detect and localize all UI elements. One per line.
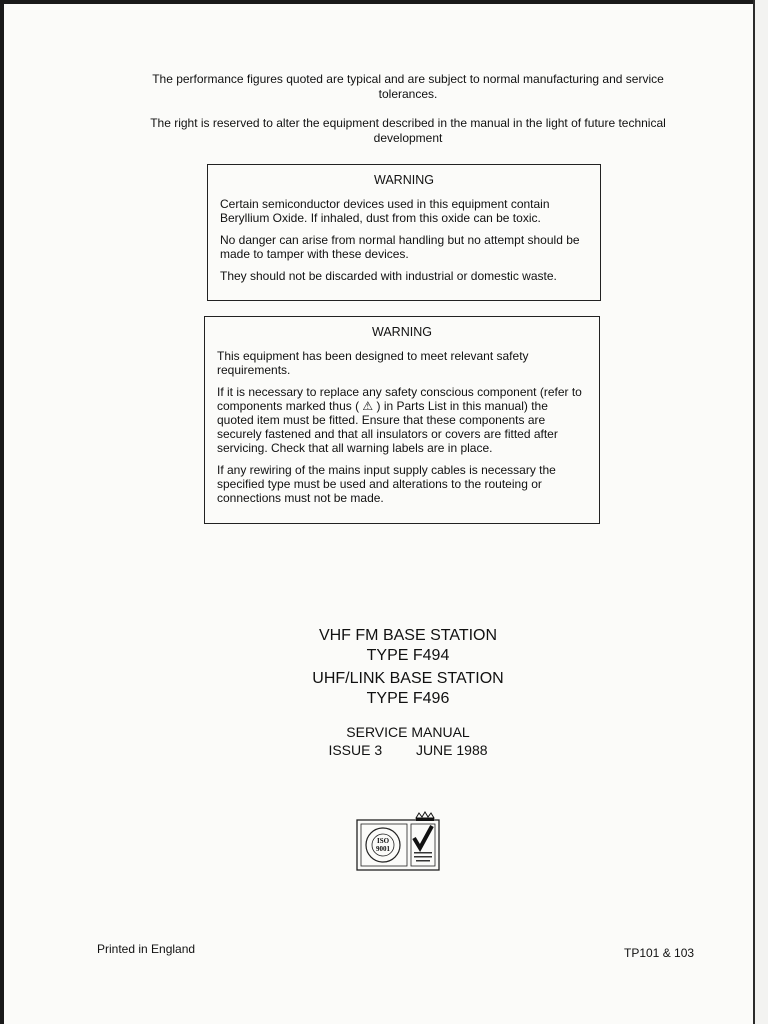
product-type-f494: TYPE F494: [366, 647, 450, 664]
warning-box-beryllium: [207, 164, 601, 301]
binding-edge: [753, 0, 768, 1024]
product-type-f496: TYPE F496: [366, 690, 450, 707]
product-title-uhf: UHF/LINK BASE STATION: [312, 670, 504, 687]
warning-box-safety: [204, 316, 600, 524]
iso-certification-mark: [356, 810, 442, 872]
warning-paragraph: They should not be discarded with industrial or domestic waste.: [220, 269, 557, 283]
product-title-vhf: VHF FM BASE STATION: [318, 627, 498, 644]
rights-note: The right is reserved to alter the equipment described in the manual in the light of future technical development: [150, 116, 666, 145]
warning-paragraph: If it is necessary to replace any safety conscious component (refer to components marked thus ( ⚠ ) in Parts List in this manual) the quoted item must be fitted. Ensure that these components are securely fastened and that all insulators or covers are fitted after servicing. Check that all warning labels are in place.: [217, 385, 582, 455]
manual-type: SERVICE MANUAL: [346, 724, 470, 740]
warning-paragraph: No danger can arise from normal handling but no attempt should be made to tamper with these devices.: [220, 233, 580, 261]
warning-paragraph: If any rewiring of the mains input supply cables is necessary the specified type must be used and alterations to the routeing or connections must not be made.: [217, 463, 556, 505]
issue-line: [208, 742, 608, 759]
certification-emblem: [356, 810, 442, 872]
issue-date: JUNE 1988: [415, 742, 488, 758]
warning-title: WARNING: [372, 325, 432, 339]
performance-note: The performance figures quoted are typical and are subject to normal manufacturing and service tolerances.: [152, 72, 664, 101]
issue-number: ISSUE 3: [328, 742, 383, 758]
warning-paragraph: This equipment has been designed to meet relevant safety requirements.: [217, 349, 529, 377]
iso-text: ISO: [376, 837, 390, 845]
document-code: TP101 & 103: [624, 946, 695, 960]
warning-paragraph: Certain semiconductor devices used in this equipment contain Beryllium Oxide. If inhaled, dust from this oxide can be toxic.: [220, 197, 550, 225]
warning-title: WARNING: [374, 173, 434, 187]
printed-location: Printed in England: [97, 942, 196, 956]
iso-number: 9001: [376, 845, 390, 853]
